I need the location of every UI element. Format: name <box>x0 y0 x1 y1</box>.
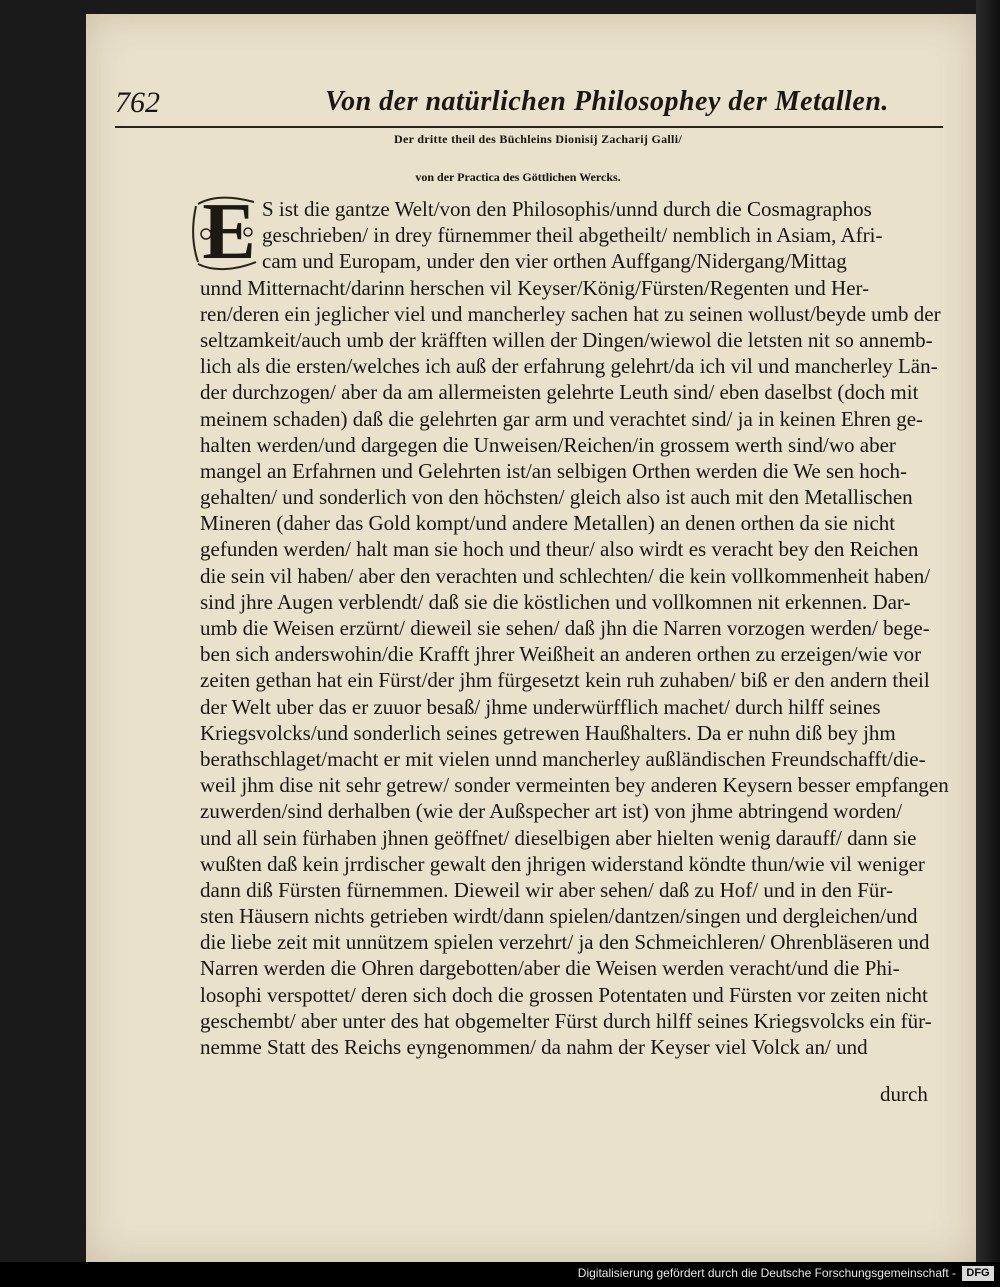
body-text <box>200 196 960 1060</box>
text-line: gefunden werden/ halt man sie hoch und theur/ also wirdt es veracht bey den Reichen <box>200 537 919 562</box>
text-line: wußten daß kein jrrdischer gewalt den jhrigen widerstand köndte thun/wie vil weniger <box>200 851 925 876</box>
text-line: halten werden/und dargegen die Unweisen/Reichen/in grossem werth sind/wo aber <box>200 432 896 457</box>
text-line: Kriegsvolcks/und sonderlich seines getrewen Haußhalters. Da er nuhn diß bey jhm <box>200 720 896 745</box>
text-line: geschembt/ aber unter des hat obgemelter Fürst durch hilff seines Kriegsvolcks ein für- <box>200 1008 932 1033</box>
text-line: der durchzogen/ aber da am allermeisten gelehrte Leuth sind/ eben daselbst (doch mit <box>200 380 919 405</box>
text-line: der Welt uber das er zuuor besaß/ jhme underwürfflich machet/ durch hilff seines <box>200 694 881 719</box>
text-line: umb die Weisen erzürnt/ dieweil sie sehen/ daß jhn die Narren vorzogen werden/ bege- <box>200 616 930 640</box>
text-line: die liebe zeit mit unnützem spielen verzehrt/ ja den Schmeichleren/ Ohrenbläseren und <box>200 930 930 955</box>
text-line: lich als die ersten/welches ich auß der erfahrung gelehrt/da ich vil und mancherley Län- <box>200 354 938 379</box>
text-line: sind jhre Augen verblendt/ daß sie die köstlichen und vollkomnen nit erkennen. Dar- <box>200 589 911 614</box>
text-line: losophi verspottet/ deren sich doch die grossen Potentaten und Fürsten vor zeiten nicht <box>200 982 928 1007</box>
text-line: mangel an Erfahrnen und Gelehrten ist/an selbigen Orthen werden die We sen hoch- <box>200 458 908 483</box>
text-line: Mineren (daher das Gold kompt/und andere Metallen) an denen orthen da sie nicht <box>200 511 896 536</box>
page-header <box>115 86 940 126</box>
text-line: nemme Statt des Reichs eyngenommen/ da nahm der Keyser viel Volck an/ und <box>200 1035 868 1059</box>
text-line: S ist die gantze Welt/von den Philosophis/unnd durch die Cosmagraphos <box>262 197 872 221</box>
text-line: unnd Mitternacht/darinn herschen vil Keyser/König/Fürsten/Regenten und Her- <box>200 275 870 300</box>
header-rule <box>115 126 943 128</box>
running-head: Von der natürlichen Philosophey der Metallen. <box>325 86 889 117</box>
text-line: Narren werden die Ohren dargebotten/aber die Weisen werden veracht/und die Phi- <box>200 956 900 981</box>
text-line: die sein vil haben/ aber den verachten und schlechten/ die kein vollkommenheit haben/ <box>200 563 931 588</box>
dfg-logo: DFG <box>962 1266 994 1281</box>
section-title-line-1: Der dritte theil des Büchleins Dionisij Zacharij Galli/ <box>394 132 682 146</box>
text-line: gehalten/ und sonderlich von den höchsten/ gleich also ist auch mit den Metallischen <box>200 485 913 510</box>
catchword: durch <box>880 1082 928 1106</box>
page-number: 762 <box>115 86 160 119</box>
section-title-line-2: von der Practica des Göttlichen Wercks. <box>415 170 621 184</box>
drop-cap-initial: E <box>202 188 256 276</box>
text-line: geschrieben/ in drey fürnemmer theil abgetheilt/ nemblich in Asiam, Afri- <box>262 223 883 248</box>
text-line: sten Häusern nichts getrieben wirdt/dann spielen/dantzen/singen und dergleichen/und <box>200 904 918 929</box>
text-line: seltzamkeit/auch umb der kräfften willen der Dingen/wiewol die letsten nit so annemb- <box>200 327 933 352</box>
text-line: weil jhm dise nit sehr getrew/ sonder vermeinten bey anderen Keysern besser empfangen <box>200 773 949 798</box>
text-line: ben sich anderswohin/die Krafft jhrer Weißheit an anderen orthen zu erzeigen/wie vor <box>200 642 922 667</box>
text-line: zeiten gethan hat ein Fürst/der jhm fürgesetzt kein ruh zuhaben/ biß er den andern theil <box>200 668 930 693</box>
text-line: berathschlaget/macht er mit vielen unnd mancherley außländischen Freundschafft/die- <box>200 746 926 771</box>
text-line: meinem schaden) daß die gelehrten gar arm und verachtet sind/ ja in keinen Ehren ge- <box>200 406 924 431</box>
text-line: dann diß Fürsten fürnemmen. Dieweil wir aber sehen/ daß zu Hof/ und in den Für- <box>200 877 893 902</box>
text-line: cam und Europam, under den vier orthen Auffgang/Nidergang/Mittag <box>262 249 847 274</box>
digitization-credit: Digitalisierung gefördert durch die Deutsche Forschungsgemeinschaft - <box>577 1266 956 1280</box>
text-line: und all sein fürhaben jhnen geöffnet/ dieselbigen aber hielten wenig darauff/ dann sie <box>200 825 917 850</box>
text-line: ren/deren ein jeglicher viel und mancherley sachen hat zu seinen wollust/beyde umb der <box>200 301 941 326</box>
text-line: zuwerden/sind derhalben (wie der Außspecher art ist) von jhme abtringend worden/ <box>200 799 903 824</box>
book-binding-edge <box>976 0 1000 1262</box>
